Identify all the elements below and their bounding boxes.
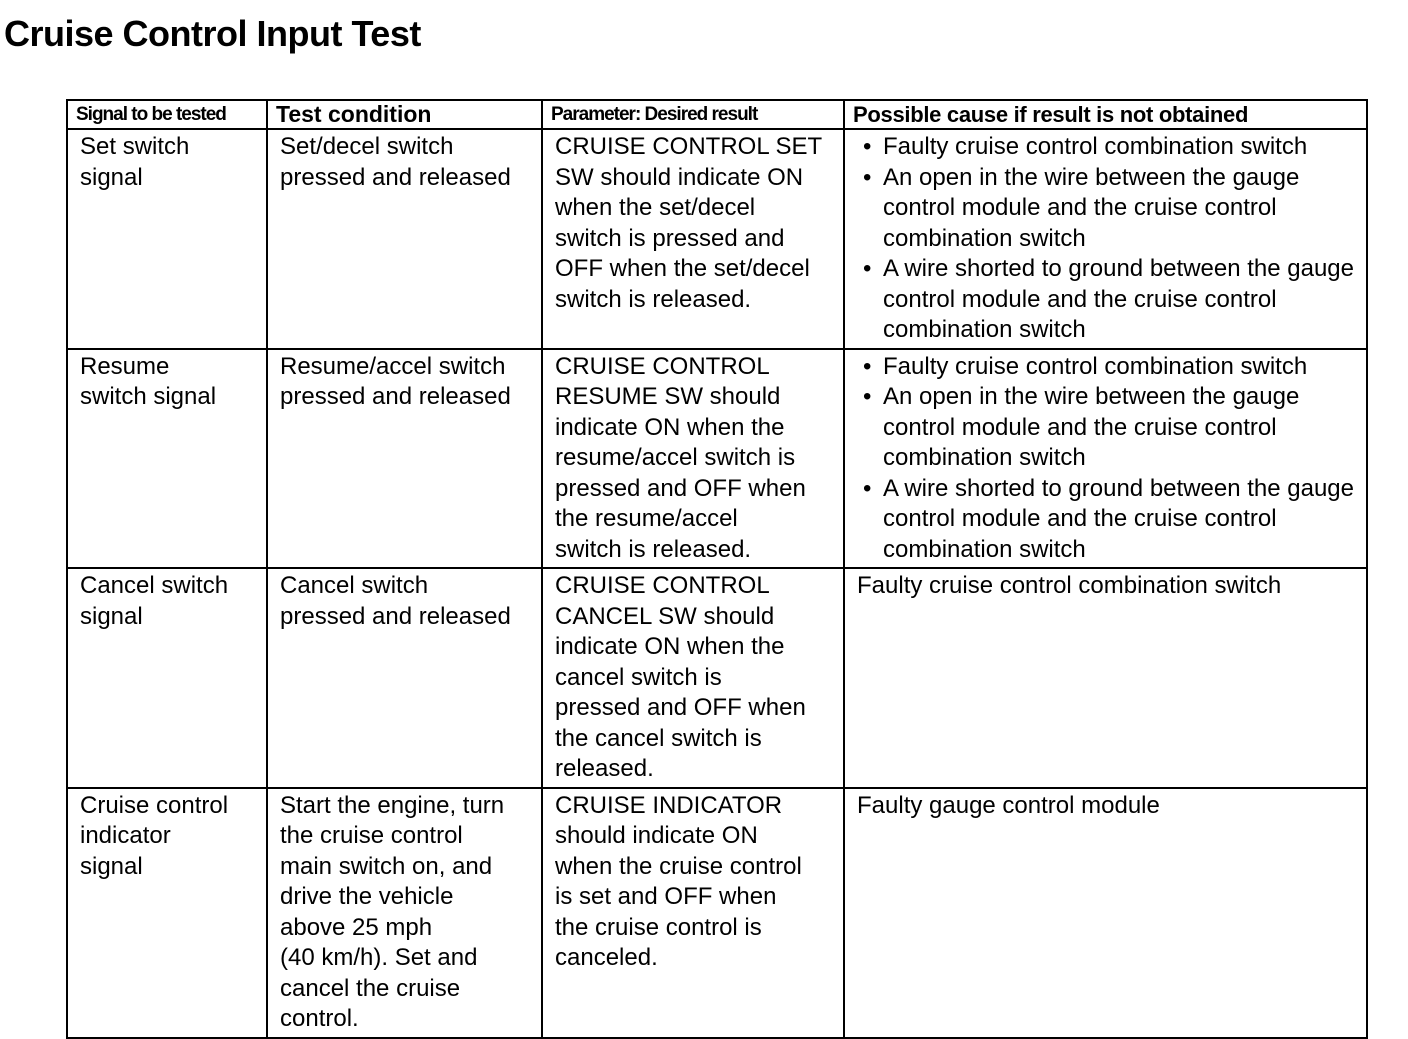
parameter-cell: CRUISE CONTROL SET SW should indicate ON when the set/decel switch is pressed and OFF when the set/decel switch is released. [542,129,844,349]
cause-item: • Faulty cruise control combination switch [857,352,1356,383]
signal-cell: Cancel switch signal [67,568,267,788]
cause-cell [844,349,1367,569]
table-row-resume-switch [67,349,1367,569]
condition-cell: Resume/accel switch pressed and released [267,349,542,569]
condition-cell: Set/decel switch pressed and released [267,129,542,349]
condition-cell: Cancel switch pressed and released [267,568,542,788]
cause-item: • Faulty cruise control combination switch [857,132,1356,163]
table-row-cancel-switch [67,568,1367,788]
parameter-cell: CRUISE INDICATOR should indicate ON when the cruise control is set and OFF when the cruise control is canceled. [542,788,844,1038]
cause-list [857,352,1356,566]
cause-list [857,132,1356,346]
cause-item: • A wire shorted to ground between the gauge control module and the cruise control combination switch [857,474,1356,566]
cruise-control-input-test-table [66,99,1368,1039]
signal-cell: Resume switch signal [67,349,267,569]
parameter-cell: CRUISE CONTROL CANCEL SW should indicate ON when the cancel switch is pressed and OFF when the cancel switch is released. [542,568,844,788]
cause-item: • A wire shorted to ground between the gauge control module and the cruise control combination switch [857,254,1356,346]
signal-cell: Cruise control indicator signal [67,788,267,1038]
header-signal: Signal to be tested [67,100,267,129]
cause-cell: Faulty cruise control combination switch [844,568,1367,788]
table-row-cruise-indicator [67,788,1367,1038]
header-parameter: Parameter: Desired result [542,100,844,129]
header-possible-cause: Possible cause if result is not obtained [844,100,1367,129]
page-title: Cruise Control Input Test [4,13,421,54]
cause-item: • An open in the wire between the gauge control module and the cruise control combination switch [857,382,1356,474]
cause-cell [844,129,1367,349]
condition-cell: Start the engine, turn the cruise control main switch on, and drive the vehicle above 25 mph (40 km/h). Set and cancel the cruise control. [267,788,542,1038]
parameter-cell: CRUISE CONTROL RESUME SW should indicate ON when the resume/accel switch is pressed and OFF when the resume/accel switch is released. [542,349,844,569]
table-header-row [67,100,1367,129]
table-row-set-switch [67,129,1367,349]
cause-cell: Faulty gauge control module [844,788,1367,1038]
signal-cell: Set switch signal [67,129,267,349]
header-test-condition: Test condition [267,100,542,129]
cause-item: • An open in the wire between the gauge control module and the cruise control combination switch [857,163,1356,255]
